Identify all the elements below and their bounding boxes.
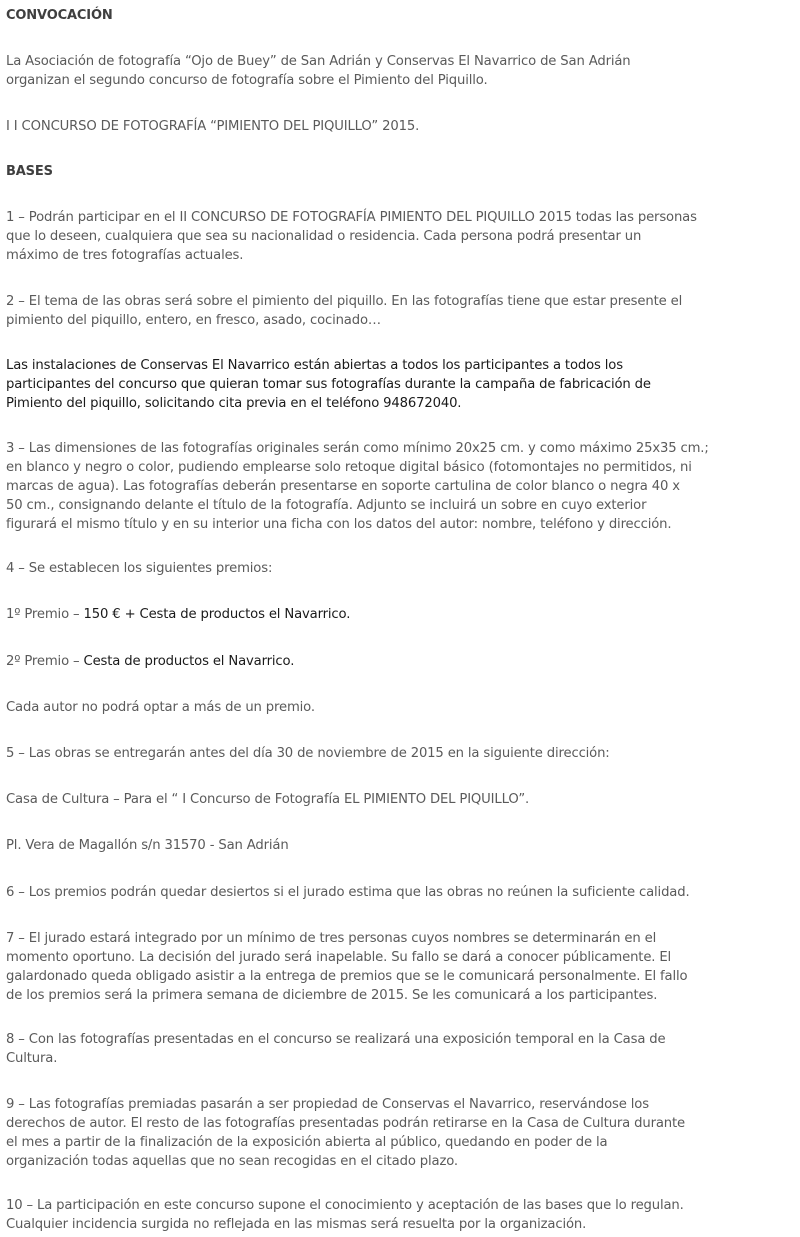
rule-4: 4 – Se establecen los siguientes premios:: [6, 561, 273, 576]
delivery-address-line-1: Casa de Cultura – Para el “ I Concurso de Fotografía EL PIMIENTO DEL PIQUILLO”.: [6, 792, 530, 807]
page-title: CONVOCACIÓN: [6, 8, 113, 23]
rule-9: 9 – Las fotografías premiadas pasarán a ser propiedad de Conservas el Navarrico, reservándose los derechos de autor. El resto de las fotografías presentadas podrán retirarse en la Casa de Cultura durante el mes a partir de la finalización de la exposición abierta al público, quedando en poder de la organización todas aquellas que no sean recogidas en el citado plazo.: [6, 1097, 685, 1169]
prize-1: [6, 605, 792, 624]
rule-6: 6 – Los premios podrán quedar desiertos si el jurado estima que las obras no reúnen la suficiente calidad.: [6, 885, 690, 900]
contest-name: I I CONCURSO DE FOTOGRAFÍA “PIMIENTO DEL PIQUILLO” 2015.: [6, 119, 420, 134]
rule-1: 1 – Podrán participar en el II CONCURSO DE FOTOGRAFÍA PIMIENTO DEL PIQUILLO 2015 todas las personas que lo deseen, cualquiera que sea su nacionalidad o residencia. Cada persona podrá presentar un máximo de tres fotografías actuales.: [6, 210, 697, 263]
bases-heading: BASES: [6, 164, 53, 179]
rule-7: 7 – El jurado estará integrado por un mínimo de tres personas cuyos nombres se determinarán en el momento oportuno. La decisión del jurado será inapelable. Su fallo se dará a conocer públicamente. El galardonado queda obligado asistir a la entrega de premios que se le comunicará personalmente. El fallo de los premios será la primera semana de diciembre de 2015. Se les comunicará a los participantes.: [6, 931, 688, 1003]
intro-paragraph: La Asociación de fotografía “Ojo de Buey” de San Adrián y Conservas El Navarrico de San Adrián organizan el segundo concurso de fotografía sobre el Pimiento del Piquillo.: [6, 54, 631, 88]
rule-2: 2 – El tema de las obras será sobre el pimiento del piquillo. En las fotografías tiene que estar presente el pimiento del piquillo, entero, en fresco, asado, cocinado…: [6, 294, 683, 328]
prize-1-label: 1º Premio –: [6, 607, 84, 622]
facilities-paragraph: Las instalaciones de Conservas El Navarrico están abiertas a todos los participantes a todos los participantes del concurso que quieran tomar sus fotografías durante la campaña de fabricación de Pimiento del piquillo, solicitando cita previa en el teléfono 948672040.: [6, 358, 651, 411]
rule-10: 10 – La participación en este concurso supone el conocimiento y aceptación de las bases que lo regulan. Cualquier incidencia surgida no reflejada en las mismas será resuelta por la organización.: [6, 1198, 684, 1232]
prize-2: [6, 652, 792, 671]
rule-8: 8 – Con las fotografías presentadas en el concurso se realizará una exposición temporal en la Casa de Cultura.: [6, 1032, 666, 1066]
delivery-address-line-2: Pl. Vera de Magallón s/n 31570 - San Adrián: [6, 838, 289, 853]
prize-1-value: 150 € + Cesta de productos el Navarrico.: [83, 607, 351, 622]
rule-3: 3 – Las dimensiones de las fotografías originales serán como mínimo 20x25 cm. y como máximo 25x35 cm.; en blanco y negro o color, pudiendo emplearse solo retoque digital básico (fotomontajes no permitidos, ni marcas de agua). Las fotografías deberán presentarse en soporte cartulina de color blanco o negra 40 x 50 cm., consignando delante el título de la fotografía. Adjunto se incluirá un sobre en cuyo exterior figurará el mismo título y en su interior una ficha con los datos del autor: nombre, teléfono y dirección.: [6, 441, 709, 532]
rule-5: 5 – Las obras se entregarán antes del día 30 de noviembre de 2015 en la siguiente dirección:: [6, 746, 610, 761]
prize-2-value: Cesta de productos el Navarrico.: [83, 654, 295, 669]
one-prize-note: Cada autor no podrá optar a más de un premio.: [6, 700, 315, 715]
prize-2-label: 2º Premio –: [6, 654, 84, 669]
